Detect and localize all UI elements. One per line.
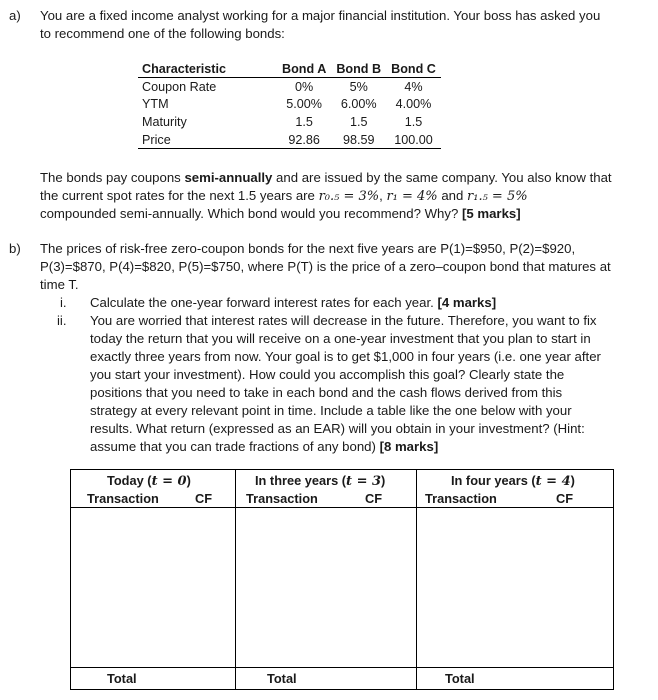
table-cell: 92.86 — [277, 131, 331, 149]
part-a-para2-line2 — [40, 188, 528, 204]
table-cell: 5% — [349, 79, 368, 94]
item-ii-label: ii. — [57, 313, 67, 328]
part-b-intro-line1: The prices of risk-free zero-coupon bonds for the next five years are P(1)=$950, P(2)=$920, — [40, 241, 576, 256]
item-ii-line: positions that you need to take in each bond and the cash flows derived from this — [90, 385, 563, 400]
item-ii-line: results. What return (expressed as an EAR) will you obtain in your investment? (Hint: — [90, 421, 585, 436]
time-t4: t = 4 — [535, 474, 571, 489]
item-i-text — [90, 295, 496, 310]
item-ii-last-line — [90, 439, 438, 454]
header-bond-a: Bond A — [277, 60, 331, 78]
marks-badge: [5 marks] — [461, 206, 521, 221]
text-span: In three years ( — [255, 473, 347, 488]
part-a-label: a) — [9, 8, 21, 23]
table-cell: 100.00 — [386, 131, 441, 149]
bond-characteristics-table — [138, 60, 441, 149]
bond-table-header-row — [138, 60, 441, 78]
cash-flow-table — [70, 469, 614, 690]
spot-rate-r05: r₀.₅ = 3% — [318, 189, 380, 204]
total-row-divider — [71, 667, 613, 668]
text-span: and are issued by the same company. You also know that — [272, 170, 612, 185]
table-row — [138, 96, 441, 114]
table-row — [138, 131, 441, 149]
subheader-transaction: Transaction — [87, 491, 159, 506]
header-four-years — [451, 473, 575, 489]
header-bond-c: Bond C — [386, 60, 441, 78]
total-label: Total — [107, 671, 137, 686]
header-characteristic: Characteristic — [138, 60, 277, 78]
time-t3: t = 3 — [346, 474, 382, 489]
column-divider — [235, 470, 236, 689]
emphasis-semi-annually: semi-annually — [184, 170, 273, 185]
item-i-label: i. — [60, 295, 67, 310]
subheader-cf: CF — [195, 491, 213, 506]
item-ii-line: You are worried that interest rates will decrease in the future. Therefore, you want to fix — [90, 313, 597, 328]
subheader-cf: CF — [556, 491, 574, 506]
table-cell: 4.00% — [395, 97, 432, 112]
column-divider — [416, 470, 417, 689]
text-span: ) — [570, 473, 575, 488]
table-cell: 1.5 — [349, 114, 368, 129]
part-a-para2-line3 — [40, 206, 521, 221]
table-row — [138, 113, 441, 131]
text-span: compounded semi-annually. Which bond would you recommend? Why? — [40, 206, 462, 221]
header-underline — [71, 507, 613, 508]
text-span: Calculate the one-year forward interest rates for each year. — [90, 295, 438, 310]
text-span: assume that you can trade fractions of any bond) — [90, 439, 380, 454]
marks-badge: [4 marks] — [437, 295, 497, 310]
text-span: , — [379, 188, 387, 203]
item-ii-line: today the return that you will receive on a one-year investment that you plan to start in — [90, 331, 591, 346]
table-cell: 1.5 — [404, 114, 423, 129]
table-cell: 98.59 — [331, 131, 386, 149]
table-cell: Coupon Rate — [142, 79, 217, 94]
total-label: Total — [267, 671, 297, 686]
table-cell: YTM — [142, 97, 169, 112]
text-span: The bonds pay coupons — [40, 170, 185, 185]
table-row — [138, 78, 441, 96]
time-t0: t = 0 — [151, 474, 187, 489]
item-ii-line: you start your investment). How could you accomplish this goal? Clearly state the — [90, 367, 565, 382]
header-three-years — [255, 473, 385, 489]
item-ii-line: exactly three years from now. Your goal is to get $1,000 in four years (i.e. one year after — [90, 349, 601, 364]
part-b-label: b) — [9, 241, 21, 256]
text-span: ) — [381, 473, 386, 488]
header-today — [107, 473, 191, 489]
subheader-transaction: Transaction — [425, 491, 497, 506]
table-cell: 0% — [295, 79, 314, 94]
table-cell: Maturity — [142, 114, 187, 129]
table-cell: 4% — [404, 79, 423, 94]
marks-badge: [8 marks] — [379, 439, 439, 454]
total-label: Total — [445, 671, 475, 686]
part-a-intro-line2: to recommend one of the following bonds: — [40, 26, 285, 41]
table-cell: 5.00% — [286, 97, 323, 112]
part-a-para2-line1 — [40, 170, 612, 185]
text-span: the current spot rates for the next 1.5 years are — [40, 188, 319, 203]
part-b-intro-line2: P(3)=$870, P(4)=$820, P(5)=$750, where P(T) is the price of a zero–coupon bond that matures at — [40, 259, 611, 274]
subheader-transaction: Transaction — [246, 491, 318, 506]
text-span: ) — [186, 473, 191, 488]
part-b-intro-line3: time T. — [40, 277, 79, 292]
item-ii-line: strategy at every relevant point in time. Include a table like the one below with your — [90, 403, 572, 418]
spot-rate-r1: r₁ = 4% — [386, 189, 438, 204]
subheader-cf: CF — [365, 491, 383, 506]
part-a-intro-line1: You are a fixed income analyst working for a major financial institution. Your boss has asked you — [40, 8, 601, 23]
text-span: Today ( — [107, 473, 152, 488]
table-cell: Price — [138, 131, 277, 149]
text-span: and — [437, 188, 468, 203]
table-cell: 1.5 — [295, 114, 313, 129]
table-cell: 6.00% — [340, 97, 377, 112]
header-bond-b: Bond B — [331, 60, 386, 78]
text-span: In four years ( — [451, 473, 536, 488]
spot-rate-r15: r₁.₅ = 5% — [467, 189, 528, 204]
